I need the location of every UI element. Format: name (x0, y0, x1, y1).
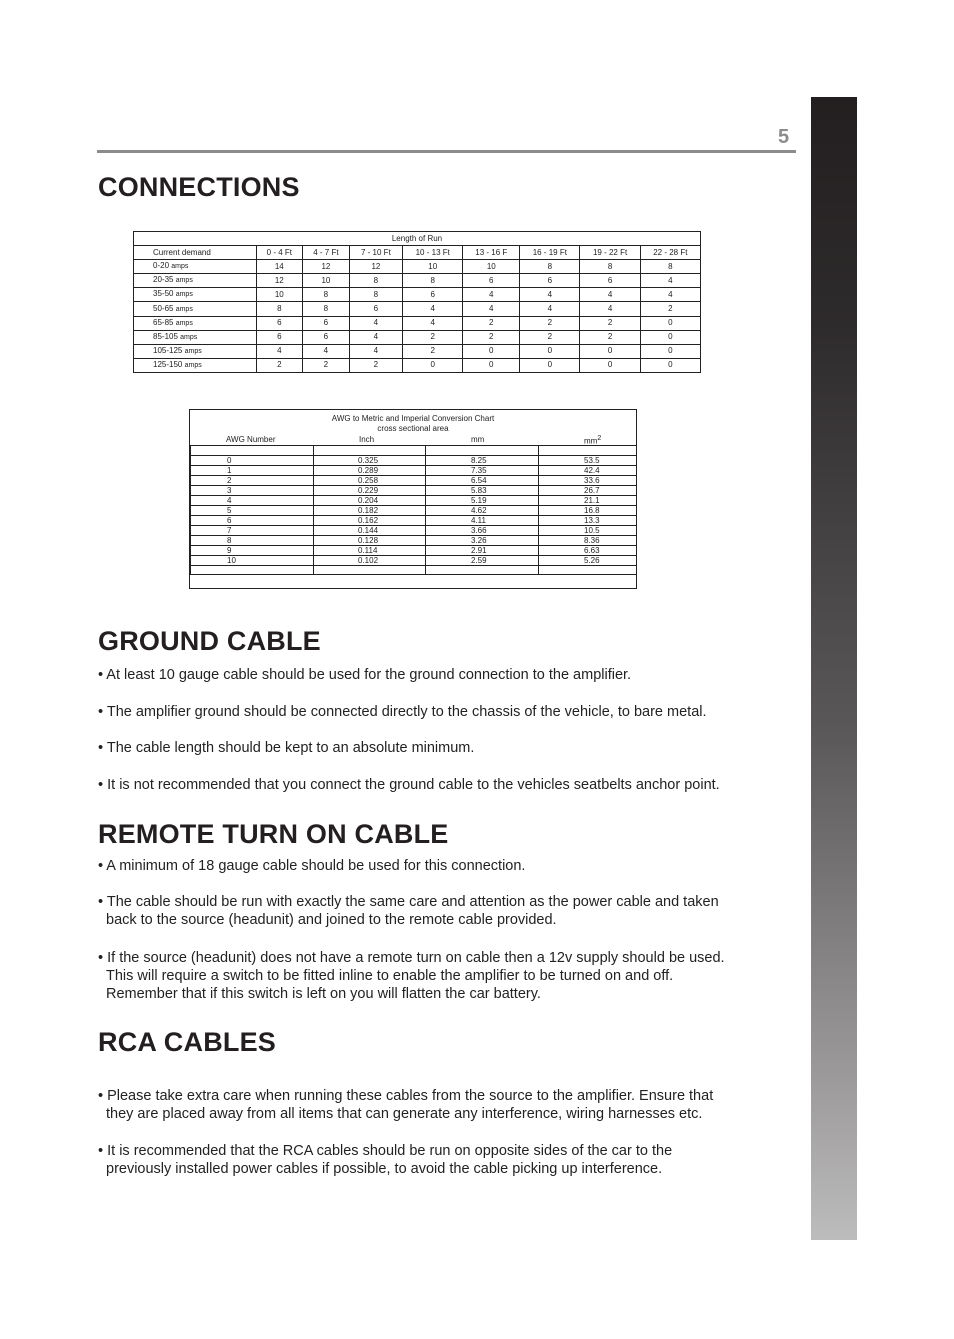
awg-row (191, 465, 637, 475)
awg-cell: 6 (191, 515, 314, 525)
remote-bullet (98, 893, 768, 929)
awg-cell: 2 (191, 475, 314, 485)
run-table-cell: 2 (520, 330, 580, 344)
awg-cell: 0.114 (314, 545, 426, 555)
run-table-cell: 2 (349, 358, 402, 372)
run-table-caption: Length of Run (134, 232, 701, 246)
bullet-line: • A minimum of 18 gauge cable should be used for this connection. (98, 858, 526, 874)
awg-cell: 8.36 (539, 535, 637, 545)
awg-cell (426, 565, 539, 575)
remote-bullet (98, 857, 768, 875)
awg-cell (191, 446, 314, 456)
awg-cell: 13.3 (539, 515, 637, 525)
run-table-header-cell: 4 - 7 Ft (303, 246, 350, 260)
run-table-header-cell: Current demand (134, 246, 257, 260)
awg-cell: 4 (191, 495, 314, 505)
awg-col-inch: Inch (359, 435, 375, 444)
bullet-line: This will require a switch to be fitted inline to enable the amplifier to be turned on and off. (106, 968, 674, 984)
run-table-cell: 2 (580, 330, 640, 344)
run-table-cell: 8 (303, 302, 350, 316)
awg-cell: 0.102 (314, 555, 426, 565)
run-table-row (134, 344, 701, 358)
run-table-cell: 4 (640, 288, 700, 302)
awg-cell: 6.63 (539, 545, 637, 555)
awg-cell (539, 446, 637, 456)
ground-bullet (98, 739, 768, 757)
run-table-cell: 12 (256, 274, 303, 288)
awg-cell: 5.83 (426, 485, 539, 495)
awg-cell (191, 565, 314, 575)
awg-cell: 0.325 (314, 455, 426, 465)
awg-row (191, 545, 637, 555)
bullet-line: • At least 10 gauge cable should be used for the ground connection to the amplifier. (98, 667, 632, 683)
awg-cell: 3.66 (426, 525, 539, 535)
awg-cell: 0.258 (314, 475, 426, 485)
awg-cell: 0.162 (314, 515, 426, 525)
awg-cell: 5.19 (426, 495, 539, 505)
awg-col-mm2: $mm^2$ (584, 435, 602, 446)
awg-cell: 8 (191, 535, 314, 545)
run-table-cell: 2 (303, 358, 350, 372)
run-table-cell: 0 (463, 358, 520, 372)
run-table-cell: 10 (463, 260, 520, 274)
run-table-cell: 8 (520, 260, 580, 274)
bullet-line: • If the source (headunit) does not have a remote turn on cable then a 12v supply should be used. (98, 950, 725, 966)
awg-chart-title: AWG to Metric and Imperial Conversion Chart (331, 414, 495, 423)
bullet-line: they are placed away from all items that can generate any interference, wiring harnesses etc. (106, 1106, 703, 1122)
run-table-cell: 0 (463, 344, 520, 358)
awg-col-mm: mm (471, 435, 485, 444)
awg-cell: 5.26 (539, 555, 637, 565)
bullet-line: previously installed power cables if possible, to avoid the cable picking up interference. (106, 1161, 663, 1177)
awg-cell: 4.62 (426, 505, 539, 515)
awg-cell: 0.204 (314, 495, 426, 505)
run-table-header-cell: 0 - 4 Ft (256, 246, 303, 260)
awg-cell (314, 565, 426, 575)
run-table-cell: 0 (520, 358, 580, 372)
run-table-row (134, 316, 701, 330)
awg-cell: 0.144 (314, 525, 426, 535)
run-table-header-cell: 7 - 10 Ft (349, 246, 402, 260)
run-table-cell: 4 (349, 344, 402, 358)
awg-row (191, 535, 637, 545)
awg-cell: 7.35 (426, 465, 539, 475)
run-table-cell: 6 (303, 330, 350, 344)
awg-row (191, 515, 637, 525)
bullet-line: • The amplifier ground should be connected directly to the chassis of the vehicle, to bare metal. (98, 704, 707, 720)
awg-cell: 0.229 (314, 485, 426, 495)
run-table-cell: 6 (403, 288, 463, 302)
awg-table (190, 445, 637, 575)
run-table-cell: 4 (403, 302, 463, 316)
run-table-cell: 4 (256, 344, 303, 358)
run-table-row (134, 302, 701, 316)
run-table-cell: 4 (463, 302, 520, 316)
awg-cell: 10 (191, 555, 314, 565)
run-table-cell: 4 (520, 302, 580, 316)
awg-row (191, 525, 637, 535)
awg-cell: 1 (191, 465, 314, 475)
run-table-cell: 2 (256, 358, 303, 372)
run-table-header-cell: 16 - 19 Ft (520, 246, 580, 260)
run-table-row-label: 0-20 amps (134, 260, 257, 274)
run-table-cell: 0 (640, 316, 700, 330)
awg-blank-row (191, 446, 637, 456)
run-table-cell: 0 (580, 344, 640, 358)
run-table-header-cell: 13 - 16 F (463, 246, 520, 260)
awg-cell: 2.59 (426, 555, 539, 565)
run-table-cell: 2 (403, 344, 463, 358)
length-of-run-table (133, 231, 701, 373)
awg-row (191, 495, 637, 505)
run-table-cell: 8 (349, 274, 402, 288)
run-table-cell: 2 (463, 316, 520, 330)
run-table-cell: 10 (403, 260, 463, 274)
run-table-row-label: 50-65 amps (134, 302, 257, 316)
run-table-cell: 12 (349, 260, 402, 274)
awg-cell: 2.91 (426, 545, 539, 555)
run-table-header-cell: 22 - 28 Ft (640, 246, 700, 260)
rca-cables-heading: RCA CABLES (98, 1027, 277, 1057)
awg-col-awg-number: AWG Number (226, 435, 276, 444)
run-table-cell: 0 (640, 330, 700, 344)
run-table-row-label: 65-85 amps (134, 316, 257, 330)
awg-cell: 42.4 (539, 465, 637, 475)
bullet-line: • The cable should be run with exactly the same care and attention as the power cable and taken (98, 894, 719, 910)
run-table-cell: 2 (520, 316, 580, 330)
awg-blank-row (191, 565, 637, 575)
run-table-cell: 0 (520, 344, 580, 358)
run-table-cell: 4 (580, 288, 640, 302)
ground-cable-heading: GROUND CABLE (98, 626, 321, 656)
run-table-cell: 4 (303, 344, 350, 358)
bullet-line: • The cable length should be kept to an absolute minimum. (98, 740, 475, 756)
awg-cell: 53.5 (539, 455, 637, 465)
awg-cell: 5 (191, 505, 314, 515)
run-table-cell: 6 (463, 274, 520, 288)
bullet-line: • Please take extra care when running these cables from the source to the amplifier. Ensure that (98, 1088, 714, 1104)
awg-cell: 3 (191, 485, 314, 495)
ground-bullet (98, 666, 768, 684)
run-table-cell: 0 (580, 358, 640, 372)
awg-cell: 0.182 (314, 505, 426, 515)
ground-bullet (98, 703, 768, 721)
remote-bullet (98, 949, 768, 1003)
awg-cell: 0.128 (314, 535, 426, 545)
awg-cell: 26.7 (539, 485, 637, 495)
run-table-row (134, 330, 701, 344)
awg-cell: 4.11 (426, 515, 539, 525)
run-table-cell: 2 (580, 316, 640, 330)
run-table-row (134, 274, 701, 288)
run-table-row-label: 105-125 amps (134, 344, 257, 358)
run-table-cell: 8 (403, 274, 463, 288)
awg-cell: 21.1 (539, 495, 637, 505)
run-table-cell: 12 (303, 260, 350, 274)
run-table-cell: 6 (256, 330, 303, 344)
header-rule (97, 150, 796, 153)
run-table-cell: 2 (403, 330, 463, 344)
awg-cell (539, 565, 637, 575)
run-table-row-label: 125-150 amps (134, 358, 257, 372)
run-table-cell: 4 (403, 316, 463, 330)
awg-row (191, 485, 637, 495)
run-table-cell: 8 (256, 302, 303, 316)
run-table-cell: 4 (349, 330, 402, 344)
rca-bullet (98, 1142, 768, 1178)
awg-conversion-chart (189, 409, 637, 589)
bullet-line: back to the source (headunit) and joined to the remote cable provided. (106, 912, 557, 928)
run-table-cell: 0 (403, 358, 463, 372)
run-table-cell: 2 (463, 330, 520, 344)
awg-cell: 10.5 (539, 525, 637, 535)
awg-cell: 8.25 (426, 455, 539, 465)
awg-cell: 0 (191, 455, 314, 465)
run-table-cell: 8 (303, 288, 350, 302)
remote-turn-on-heading: REMOTE TURN ON CABLE (98, 819, 449, 849)
awg-cell: 9 (191, 545, 314, 555)
run-table-cell: 2 (640, 302, 700, 316)
run-table-cell: 4 (640, 274, 700, 288)
run-table-row-label: 20-35 amps (134, 274, 257, 288)
awg-cell (426, 446, 539, 456)
ground-bullet (98, 776, 768, 794)
run-table-cell: 8 (349, 288, 402, 302)
run-table-cell: 6 (520, 274, 580, 288)
run-table-cell: 10 (303, 274, 350, 288)
awg-row (191, 555, 637, 565)
run-table-row-label: 85-105 amps (134, 330, 257, 344)
run-table-cell: 6 (349, 302, 402, 316)
run-table-cell: 0 (640, 344, 700, 358)
run-table-cell: 6 (580, 274, 640, 288)
run-table-cell: 4 (520, 288, 580, 302)
page-number: 5 (778, 126, 790, 148)
side-tab-bar (811, 97, 857, 1240)
run-table-row-label: 35-50 amps (134, 288, 257, 302)
awg-cell: 16.8 (539, 505, 637, 515)
awg-chart-subtitle: cross sectional area (377, 424, 449, 433)
run-table-cell: 14 (256, 260, 303, 274)
bullet-line: Remember that if this switch is left on you will flatten the car battery. (106, 986, 541, 1002)
run-table-header-cell: 19 - 22 Ft (580, 246, 640, 260)
awg-cell: 0.289 (314, 465, 426, 475)
awg-cell: 33.6 (539, 475, 637, 485)
run-table-row (134, 260, 701, 274)
awg-row (191, 505, 637, 515)
run-table-cell: 0 (640, 358, 700, 372)
run-table-header-cell: 10 - 13 Ft (403, 246, 463, 260)
run-table-cell: 8 (580, 260, 640, 274)
awg-row (191, 475, 637, 485)
run-table-cell: 4 (349, 316, 402, 330)
run-table-cell: 8 (640, 260, 700, 274)
bullet-line: • It is not recommended that you connect the ground cable to the vehicles seatbelts anchor point. (98, 777, 720, 793)
run-table-row (134, 288, 701, 302)
run-table-cell: 10 (256, 288, 303, 302)
awg-cell: 7 (191, 525, 314, 535)
run-table-cell: 6 (256, 316, 303, 330)
run-table-row (134, 358, 701, 372)
awg-row (191, 455, 637, 465)
connections-heading: CONNECTIONS (98, 172, 300, 202)
run-table-cell: 4 (580, 302, 640, 316)
awg-cell: 6.54 (426, 475, 539, 485)
bullet-line: • It is recommended that the RCA cables should be run on opposite sides of the car to the (98, 1143, 673, 1159)
run-table-cell: 6 (303, 316, 350, 330)
run-table-cell: 4 (463, 288, 520, 302)
rca-bullet (98, 1087, 768, 1123)
awg-cell: 3.26 (426, 535, 539, 545)
awg-cell (314, 446, 426, 456)
